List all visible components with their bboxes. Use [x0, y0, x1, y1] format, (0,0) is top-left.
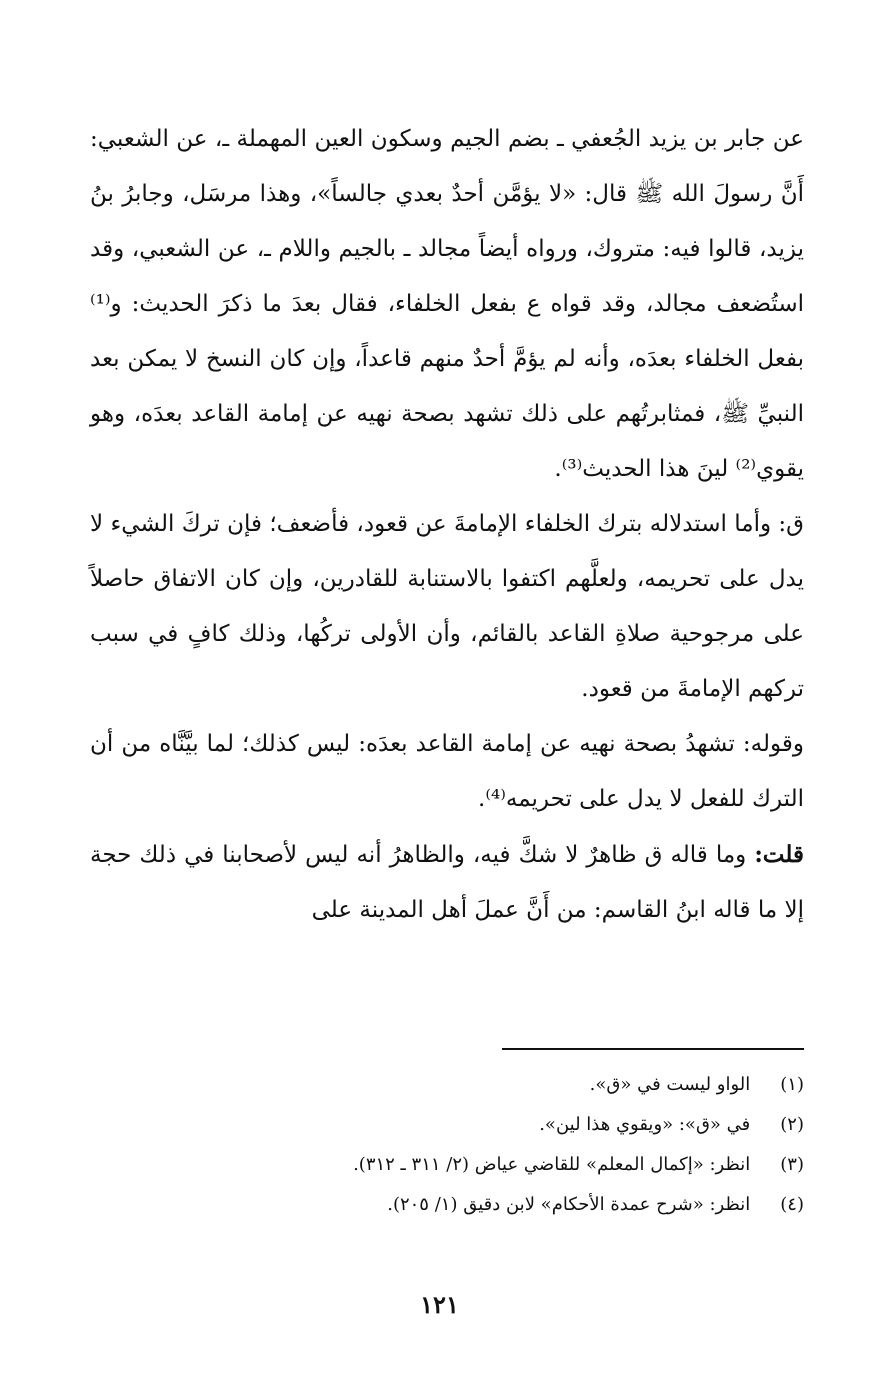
paragraph-2: ق: وأما استدلاله بترك الخلفاء الإمامةَ عن قعود، فأضعف؛ فإن تركَ الشيء لا يدل على تحريمه، ولعلَّهم اكتفوا بالاستنابة للقادرين، وإن كان الاتفاق حاصلاً على مرجوحية صلاةِ القاعد بالقائم، وأن الأولى تركُها، وذلك كافٍ في سبب تركهم الإمامةَ من قعود.: [90, 511, 804, 702]
footnote-number: (٢): [780, 1114, 804, 1135]
footnote-3: [90, 1145, 804, 1185]
footnote-text: انظر: «شرح عمدة الأحكام» لابن دقيق (١/ ٢٠٥).: [387, 1194, 751, 1215]
footnote-text: انظر: «إكمال المعلم» للقاضي عياض (٢/ ٣١١ ـ ٣١٢).: [353, 1154, 751, 1175]
footnote-1: [90, 1065, 804, 1105]
paragraph-4: [90, 827, 804, 938]
footnote-number: (١): [780, 1074, 804, 1095]
footnote-number: (٣): [780, 1154, 804, 1175]
paragraph-1: عن جابر بن يزيد الجُعفي ـ بضم الجيم وسكون العين المهملة ـ، عن الشعبي: أَنَّ رسولَ الله ﷺ قال: «لا يؤمَّن أحدٌ بعدي جالساً»، وهذا مرسَل، وجابرُ بنُ يزيد، قالوا فيه: متروك، ورواه أيضاً مجالد ـ بالجيم واللام ـ، عن الشعبي، وقد استُضعف مجالد، وقد قواه ع بفعل الخلفاء، فقال بعدَ ما ذكرَ الحديث: و⁽¹⁾بفعل الخلفاء بعدَه، وأنه لم يؤمَّ أحدٌ منهم قاعداً، وإن كان النسخ لا يمكن بعد النبيِّ ﷺ، فمثابرتُهم على ذلك تشهد بصحة نهيه عن إمامة القاعد بعدَه، وهو يقوي⁽²⁾ لينَ هذا الحديث⁽³⁾.: [90, 126, 804, 482]
footnote-text: في «ق»: «ويقوي هذا لين».: [539, 1114, 751, 1135]
footnote-separator: [502, 1048, 804, 1050]
footnote-number: (٤): [780, 1194, 804, 1215]
page-number: ١٢١: [420, 1290, 459, 1319]
main-text: [90, 112, 804, 938]
footnote-2: [90, 1105, 804, 1145]
paragraph-4-text: وما قاله ق ظاهرٌ لا شكَّ فيه، والظاهرُ أنه ليس لأصحابنا في ذلك حجة إلا ما قاله ابنُ القاسم: من أَنَّ عملَ أهل المدينة على: [90, 842, 804, 923]
paragraph-3: وقوله: تشهدُ بصحة نهيه عن إمامة القاعد بعدَه: ليس كذلك؛ لما بيَّنَّاه من أن الترك للفعل لا يدل على تحريمه⁽⁴⁾.: [90, 731, 804, 812]
footnotes: [90, 1065, 804, 1225]
footnote-4: [90, 1185, 804, 1225]
paragraph-4-lead: قلت:: [754, 841, 804, 868]
footnote-text: الواو ليست في «ق».: [589, 1074, 751, 1095]
